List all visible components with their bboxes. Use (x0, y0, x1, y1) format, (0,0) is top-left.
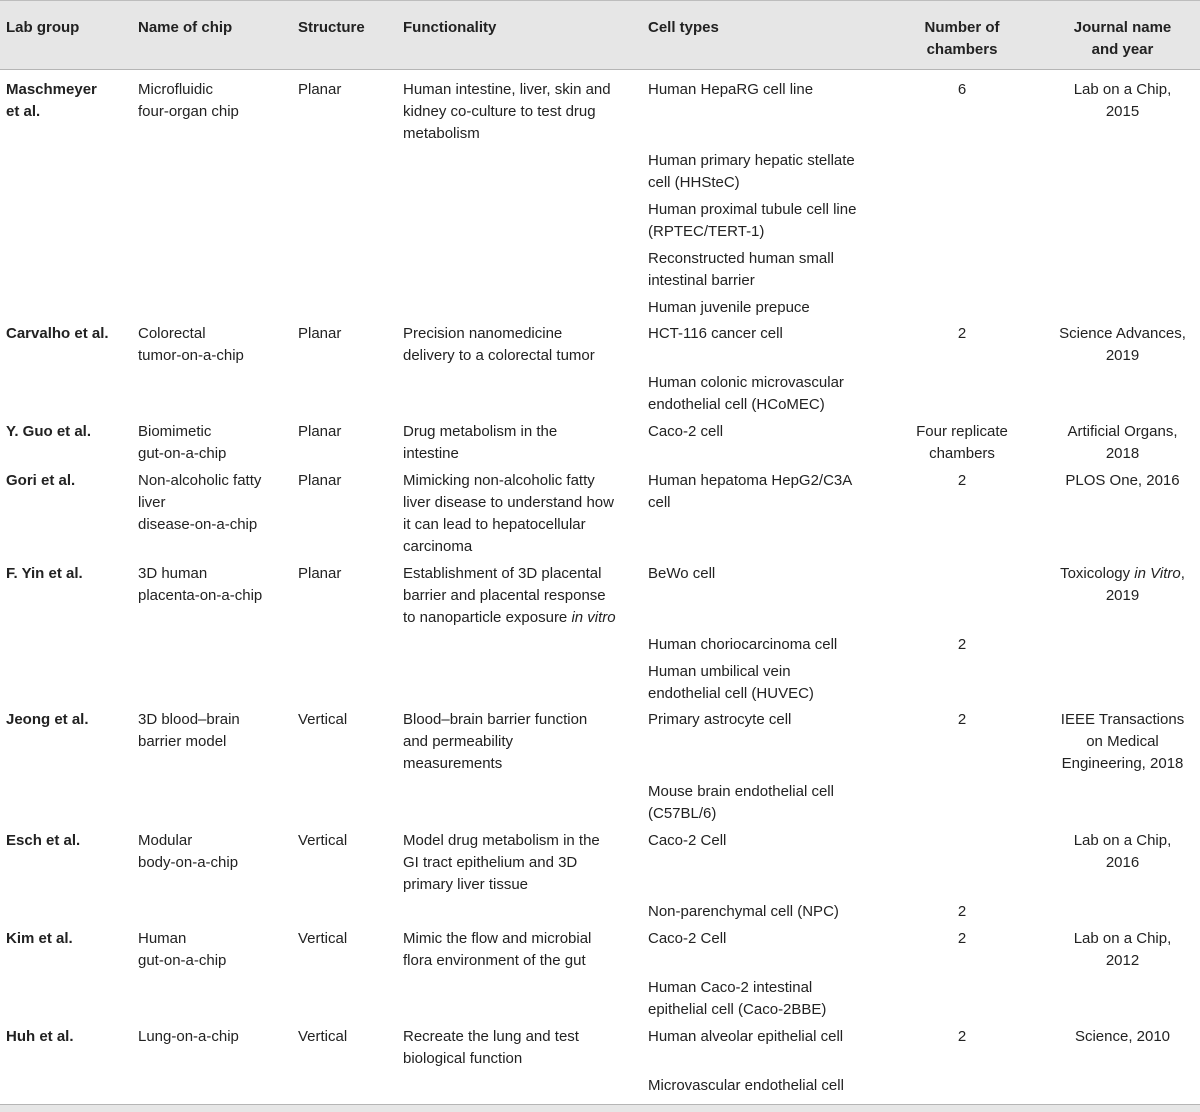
header-divider (0, 69, 1200, 70)
lab-group-cell: Jeong et al. (6, 711, 89, 728)
cell-type-cell: Human hepatoma HepG2/C3A cell (648, 472, 853, 511)
chip-name-cell: Biomimetic gut-on-a-chip (138, 423, 227, 462)
functionality-cell: Mimicking non-alcoholic fatty liver disease to understand how it can lead to hepatocellular carcinoma (403, 472, 614, 555)
structure-cell: Planar (298, 325, 342, 342)
chambers-cell: 2 (957, 1028, 967, 1045)
chip-name-cell: Non-alcoholic fatty liver disease-on-a-chip (138, 472, 262, 533)
cell-type-cell: Human umbilical vein endothelial cell (HUVEC) (648, 663, 814, 702)
structure-cell: Vertical (298, 832, 348, 849)
header-cell-types: Cell types (648, 19, 719, 36)
cell-type-cell: Mouse brain endothelial cell (C57BL/6) (648, 783, 834, 822)
chambers-cell: 2 (957, 903, 967, 920)
lab-group-cell: Esch et al. (6, 832, 81, 849)
lab-group-cell: Y. Guo et al. (6, 423, 92, 440)
cell-type-cell: Human alveolar epithelial cell (648, 1028, 844, 1045)
header-journal: Journal name and year (1073, 19, 1172, 58)
lab-group-cell: Gori et al. (6, 472, 76, 489)
cell-type-cell: HCT-116 cancer cell (648, 325, 783, 342)
lab-group-cell: F. Yin et al. (6, 565, 83, 582)
structure-cell: Planar (298, 81, 342, 98)
cell-type-cell: Human proximal tubule cell line (RPTEC/TERT-1) (648, 201, 857, 240)
structure-cell: Planar (298, 472, 342, 489)
structure-cell: Vertical (298, 1028, 348, 1045)
cell-type-cell: Caco-2 Cell (648, 832, 727, 849)
functionality-cell: Model drug metabolism in the GI tract epithelium and 3D primary liver tissue (403, 832, 600, 893)
cell-type-cell: Primary astrocyte cell (648, 711, 792, 728)
lab-group-cell: Maschmeyer et al. (6, 81, 97, 120)
chambers-cell: 6 (957, 81, 967, 98)
italic-in-vitro: in vitro (571, 609, 616, 626)
cell-type-cell: Reconstructed human small intestinal barrier (648, 250, 834, 289)
journal-cell: Artificial Organs, 2018 (1067, 423, 1178, 462)
cell-type-cell: Non-parenchymal cell (NPC) (648, 903, 839, 920)
cell-type-cell: Microvascular endothelial cell (648, 1077, 844, 1094)
cell-type-cell: Human colonic microvascular endothelial cell (HCoMEC) (648, 374, 844, 413)
journal-cell: IEEE Transactions on Medical Engineering, 2018 (1060, 711, 1185, 772)
cell-type-cell: Caco-2 Cell (648, 930, 727, 947)
header-chip-name: Name of chip (138, 19, 233, 36)
header-structure: Structure (298, 19, 365, 36)
lab-group-cell: Carvalho et al. (6, 325, 109, 342)
functionality-cell: Establishment of 3D placental barrier and placental response to nanoparticle exposure in vitro (403, 565, 616, 626)
structure-cell: Planar (298, 423, 342, 440)
journal-cell: Lab on a Chip, 2015 (1073, 81, 1172, 120)
chambers-cell: 2 (957, 325, 967, 342)
header-functionality: Functionality (403, 19, 497, 36)
header-chambers: Number of chambers (924, 19, 1000, 58)
cell-type-cell: Caco-2 cell (648, 423, 724, 440)
functionality-cell: Drug metabolism in the intestine (403, 423, 558, 462)
functionality-cell: Human intestine, liver, skin and kidney co-culture to test drug metabolism (403, 81, 611, 142)
cell-type-cell: Human Caco-2 intestinal epithelial cell (Caco-2BBE) (648, 979, 827, 1018)
chambers-cell: 2 (957, 930, 967, 947)
lab-group-cell: Huh et al. (6, 1028, 74, 1045)
chip-name-cell: 3D blood–brain barrier model (138, 711, 240, 750)
cell-type-cell: Human primary hepatic stellate cell (HHSteC) (648, 152, 855, 191)
journal-cell: Lab on a Chip, 2012 (1073, 930, 1172, 969)
functionality-cell: Mimic the flow and microbial flora environment of the gut (403, 930, 592, 969)
chip-name-cell: 3D human placenta-on-a-chip (138, 565, 263, 604)
chip-name-cell: Modular body-on-a-chip (138, 832, 239, 871)
chambers-cell: 2 (957, 472, 967, 489)
cell-type-cell: Human juvenile prepuce (648, 299, 810, 316)
structure-cell: Planar (298, 565, 342, 582)
chambers-cell: Four replicate chambers (916, 423, 1008, 462)
functionality-cell: Precision nanomedicine delivery to a colorectal tumor (403, 325, 595, 364)
header-lab-group: Lab group (6, 19, 80, 36)
functionality-cell: Recreate the lung and test biological function (403, 1028, 579, 1067)
cell-type-cell: Human HepaRG cell line (648, 81, 814, 98)
chip-name-cell: Microfluidic four-organ chip (138, 81, 239, 120)
journal-cell: Toxicology in Vitro, 2019 (1060, 565, 1185, 604)
journal-cell: Lab on a Chip, 2016 (1073, 832, 1172, 871)
italic-in-vitro: in Vitro (1134, 565, 1181, 582)
journal-cell: PLOS One, 2016 (1065, 472, 1180, 489)
lab-group-cell: Kim et al. (6, 930, 73, 947)
journal-cell: Science Advances, 2019 (1059, 325, 1186, 364)
cell-type-cell: Human choriocarcinoma cell (648, 636, 838, 653)
journal-cell: Science, 2010 (1074, 1028, 1171, 1045)
chip-name-cell: Human gut-on-a-chip (138, 930, 227, 969)
chambers-cell: 2 (957, 711, 967, 728)
functionality-cell: Blood–brain barrier function and permeability measurements (403, 711, 588, 772)
structure-cell: Vertical (298, 930, 348, 947)
chambers-cell: 2 (957, 636, 967, 653)
chip-name-cell: Colorectal tumor-on-a-chip (138, 325, 244, 364)
chip-name-cell: Lung-on-a-chip (138, 1028, 239, 1045)
structure-cell: Vertical (298, 711, 348, 728)
cell-type-cell: BeWo cell (648, 565, 716, 582)
